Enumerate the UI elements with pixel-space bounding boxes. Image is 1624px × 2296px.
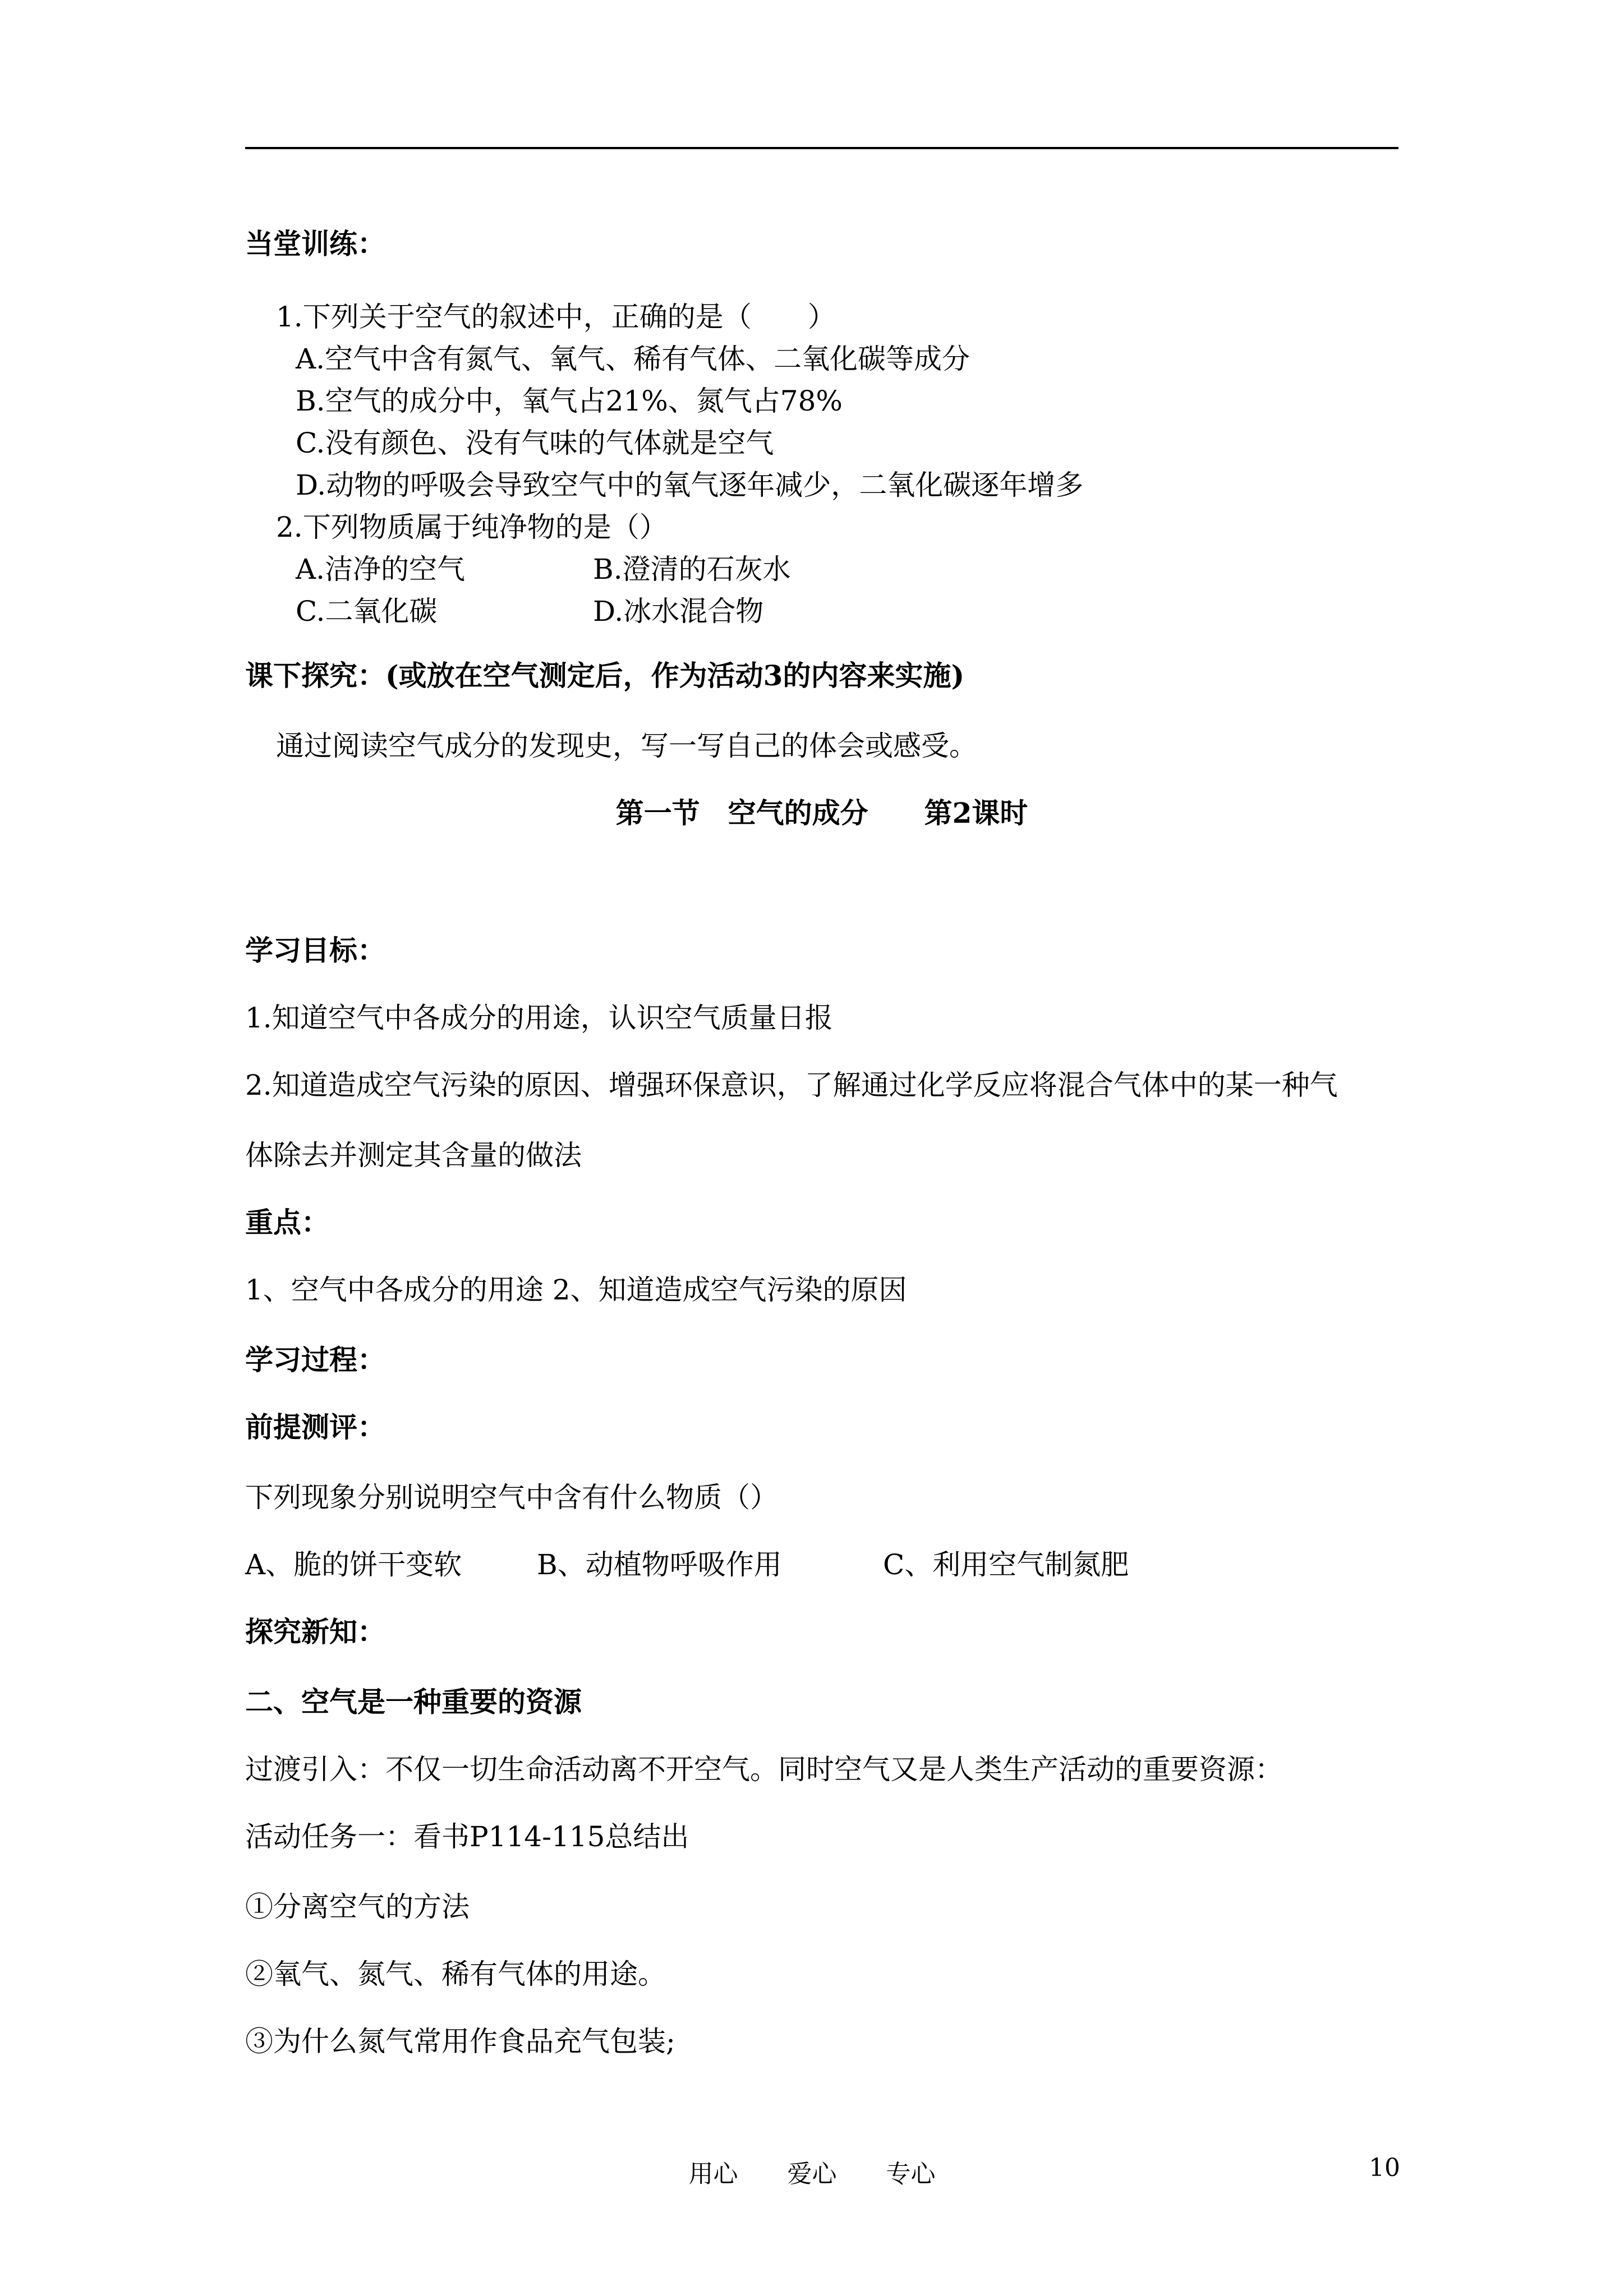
q2-option-c: C.二氧化碳 [296,595,438,628]
pretest-heading: 前提测评： [245,1410,385,1444]
subsection-heading: 二、空气是一种重要的资源 [245,1685,582,1718]
q1-option-c: C.没有颜色、没有气味的气体就是空气 [296,427,774,459]
task-item-1: ①分离空气的方法 [245,1891,470,1923]
key-points-text: 1、空气中各成分的用途 2、知道造成空气污染的原因 [245,1274,907,1306]
objective-1: 1.知道空气中各成分的用途，认识空气质量日报 [245,1002,833,1034]
task-item-3: ③为什么氮气常用作食品充气包装; [245,2025,675,2058]
practice-heading: 当堂训练： [245,227,385,260]
section-title [245,796,1398,829]
q1-option-d: D.动物的呼吸会导致空气中的氧气逐年减少，二氧化碳逐年增多 [296,469,1084,501]
q1-option-b: B.空气的成分中，氧气占21%、氮气占78% [296,385,843,417]
explore-after-heading: 课下探究：(或放在空气测定后，作为活动3的内容来实施) [245,659,965,692]
q1-stem: 1.下列关于空气的叙述中，正确的是（ ） [276,301,836,333]
footer-motto: 用心 爱心 专心 [688,2160,936,2188]
objective-2: 2.知道造成空气污染的原因、增强环保意识，了解通过化学反应将混合气体中的某一种气 [245,1069,1338,1101]
pretest-question: 下列现象分别说明空气中含有什么物质（） [245,1481,778,1514]
page-number: 10 [1369,2154,1400,2182]
objectives-heading: 学习目标： [245,934,385,967]
explore-after-text: 通过阅读空气成分的发现史，写一写自己的体会或感受。 [276,730,977,762]
pretest-option-b: B、动植物呼吸作用 [537,1548,782,1581]
q2-stem: 2.下列物质属于纯净物的是（） [276,511,668,543]
pretest-option-c: C、利用空气制氮肥 [883,1548,1129,1581]
q2-option-a: A.洁净的空气 [296,553,466,585]
objective-2-continued: 体除去并测定其含量的做法 [245,1139,582,1172]
q1-option-a: A.空气中含有氮气、氧气、稀有气体、二氧化碳等成分 [296,343,970,375]
task1-text: 活动任务一：看书P114-115总结出 [245,1820,689,1853]
header-rule [245,147,1398,149]
q2-option-d: D.冰水混合物 [593,595,764,628]
new-knowledge-heading: 探究新知： [245,1615,385,1648]
section-title-part1: 第一节 空气的成分 [615,796,868,829]
key-points-heading: 重点： [245,1206,329,1239]
transition-text: 过渡引入：不仅一切生命活动离不开空气。同时空气又是人类生产活动的重要资源： [245,1753,1283,1786]
task-item-2: ②氧气、氮气、稀有气体的用途。 [245,1958,666,1990]
q2-option-b: B.澄清的石灰水 [593,553,791,585]
process-heading: 学习过程： [245,1343,385,1376]
section-title-part2: 第2课时 [924,796,1028,829]
pretest-option-a: A、脆的饼干变软 [245,1548,462,1581]
